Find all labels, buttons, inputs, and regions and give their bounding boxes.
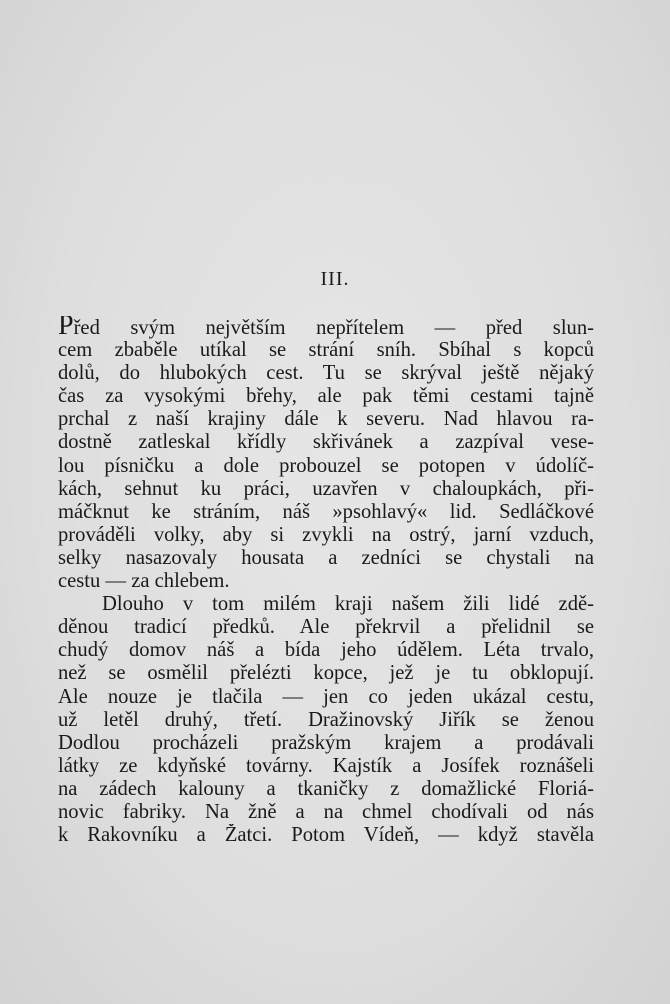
paragraph-1-line-7: lou písničku a dole probouzel se potopen v údolíč- xyxy=(58,454,594,477)
paragraph-2-line-3: chudý domov náš a bída jeho údělem. Léta trvalo, xyxy=(58,639,594,662)
paragraph-1-line-10: prováděli volky, aby si zvykli na ostrý, jarní vzduch, xyxy=(58,523,594,546)
paragraph-1-line-1-text: řed svým největším nepřítelem — před slun- xyxy=(73,317,594,339)
paragraph-2-line-6: už letěl druhý, třetí. Dražinovský Jiřík se ženou xyxy=(58,708,594,731)
paragraph-1-line-8: kách, sehnut ku práci, uzavřen v chaloupkách, při- xyxy=(58,477,594,500)
paragraph-2-line-11: k Rakovníku a Žatci. Potom Vídeň, — když stavěla xyxy=(58,824,594,847)
paragraph-1-line-12: cestu — za chlebem. xyxy=(58,570,230,593)
paragraph-1-line-1 xyxy=(58,316,594,339)
drop-cap: P xyxy=(58,316,74,340)
paragraph-1-line-6: dostně zatleskal křídly skřivánek a zazpíval vese- xyxy=(58,431,594,454)
paragraph-1-line-5: prchal z naší krajiny dále k severu. Nad hlavou ra- xyxy=(58,408,594,431)
chapter-heading: III. xyxy=(320,268,350,290)
paragraph-1-line-9: máčknut ke stráním, náš »psohlavý« lid. Sedláčkové xyxy=(58,500,594,523)
paragraph-2-line-1: Dlouho v tom milém kraji našem žili lidé zdě- xyxy=(102,593,594,616)
paragraph-2-line-5: Ale nouze je tlačila — jen co jeden ukázal cestu, xyxy=(58,685,594,708)
paragraph-1-line-11: selky nasazovaly housata a zedníci se chystali na xyxy=(58,546,594,569)
paragraph-1-line-2: cem zbaběle utíkal se strání sníh. Sbíhal s kopců xyxy=(58,339,594,362)
paragraph-2-line-9: na zádech kalouny a tkaničky z domažlické Floriá- xyxy=(58,777,594,800)
paragraph-2-line-10: novic fabriky. Na žně a na chmel chodívali od nás xyxy=(58,800,594,823)
paragraph-1-line-4: čas za vysokými břehy, ale pak těmi cestami tajně xyxy=(58,385,594,408)
paragraph-1-line-3: dolů, do hlubokých cest. Tu se skrýval ještě nějaký xyxy=(58,362,594,385)
paragraph-2-line-4: než se osmělil přelézti kopce, jež je tu obklopují. xyxy=(58,662,594,685)
body-text xyxy=(58,316,594,847)
paragraph-2-line-8: látky ze kdyňské továrny. Kajstík a Josífek roznášeli xyxy=(58,754,594,777)
paragraph-2-line-2: děnou tradicí předků. Ale překrvil a přelidnil se xyxy=(58,616,594,639)
paragraph-2-line-7: Dodlou procházeli pražským krajem a prodávali xyxy=(58,731,594,754)
